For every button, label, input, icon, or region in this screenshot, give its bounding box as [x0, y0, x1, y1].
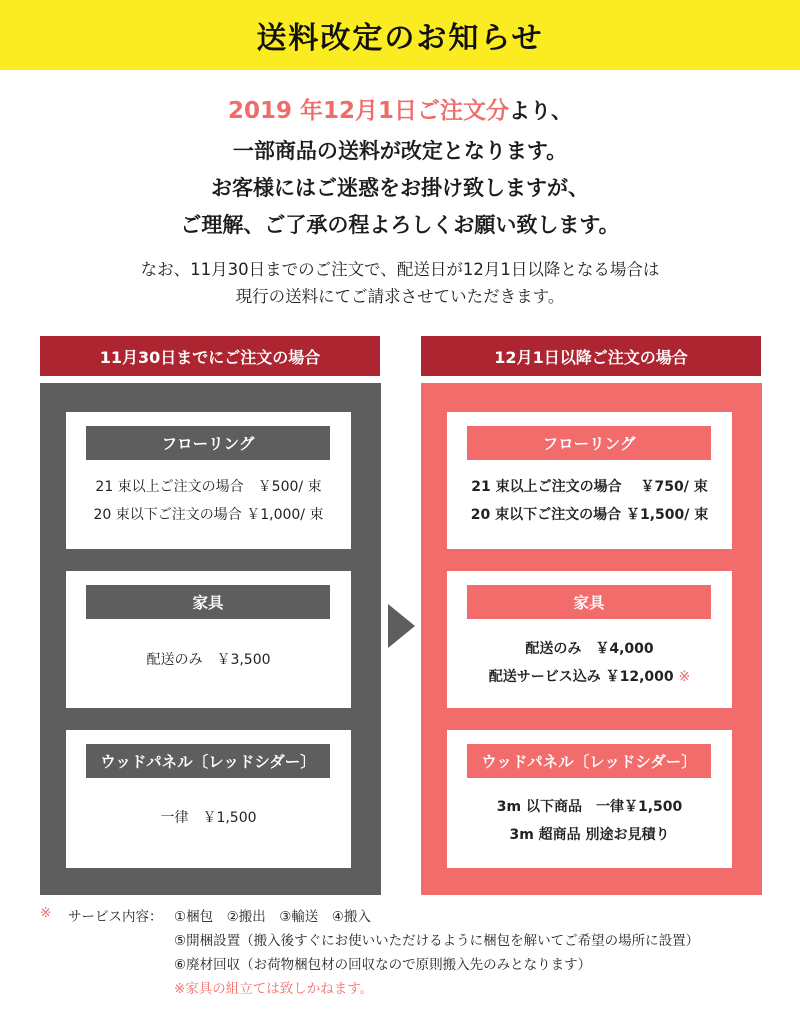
- new-rates-header: 12月1日以降ご注文の場合: [421, 336, 761, 376]
- note-line-2: 現行の送料にてご請求させていただきます。: [235, 287, 565, 306]
- rate-text: 配送サービス込み ￥12,000: [488, 669, 679, 685]
- title-banner: [0, 0, 800, 70]
- flooring-card: [447, 412, 732, 549]
- rate-line-with-note: [447, 666, 732, 686]
- lead-suffix: より、: [509, 99, 573, 123]
- card-title: ウッドパネル〔レッドシダー〕: [467, 744, 711, 778]
- lead-line-2: 一部商品の送料が改定となります。: [232, 139, 568, 163]
- rate-line: 一律 ￥1,500: [160, 810, 257, 826]
- rate-line: 21 束以上ご注文の場合 ￥750/ 束: [471, 479, 708, 495]
- footnote-label: サービス内容：: [68, 909, 163, 925]
- rate-line: 3m 超商品 別途お見積り: [509, 827, 670, 843]
- rate-line: 配送のみ ￥3,500: [146, 652, 271, 668]
- flooring-card: [66, 412, 351, 549]
- lead-line-4: ご理解、ご了承の程よろしくお願い致します。: [180, 213, 620, 237]
- right-arrow-icon: [388, 604, 415, 648]
- footnote-line-2: ⑤開梱設置（搬入後すぐにお使いいただけるように梱包を解いてご希望の場所に設置）: [174, 933, 700, 949]
- footnote-line-3: ⑥廃材回収（お荷物梱包材の回収なので原則搬入先のみとなります）: [174, 957, 592, 973]
- lead-line-1: [0, 92, 800, 125]
- new-rates-panel: [421, 383, 762, 895]
- furniture-card: [447, 571, 732, 708]
- rate-line: 21 束以上ご注文の場合 ￥500/ 束: [95, 479, 322, 495]
- lead-line-3: お客様にはご迷惑をお掛け致しますが、: [211, 176, 589, 200]
- old-rates-header: 11月30日までにご注文の場合: [40, 336, 380, 376]
- page-title: 送料改定のお知らせ: [256, 21, 544, 56]
- note-line-1: なお、11月30日までのご注文で、配送日が12月1日以降となる場合は: [140, 260, 660, 279]
- effective-date-text: 2019 年12月1日ご注文分: [227, 98, 510, 124]
- card-title: フローリング: [86, 426, 330, 460]
- rate-line: 3m 以下商品 一律￥1,500: [496, 799, 683, 815]
- footnote-line-4: ※家具の組立ては致しかねます。: [174, 981, 374, 997]
- rate-line: 配送のみ ￥4,000: [525, 641, 654, 657]
- rate-line: 20 束以下ご注文の場合 ￥1,500/ 束: [470, 507, 709, 523]
- card-title: ウッドパネル〔レッドシダー〕: [86, 744, 330, 778]
- card-title: 家具: [86, 585, 330, 619]
- card-title: 家具: [467, 585, 711, 619]
- card-title: フローリング: [467, 426, 711, 460]
- furniture-card: [66, 571, 351, 708]
- footnote-mark: ※: [40, 905, 52, 921]
- footnote-items: ①梱包 ②搬出 ③輸送 ④搬入: [174, 909, 371, 925]
- note-mark: ※: [678, 669, 691, 685]
- old-rates-panel: [40, 383, 381, 895]
- wood-panel-card: [447, 730, 732, 868]
- wood-panel-card: [66, 730, 351, 868]
- rate-line: 20 束以下ご注文の場合 ￥1,000/ 束: [93, 507, 324, 523]
